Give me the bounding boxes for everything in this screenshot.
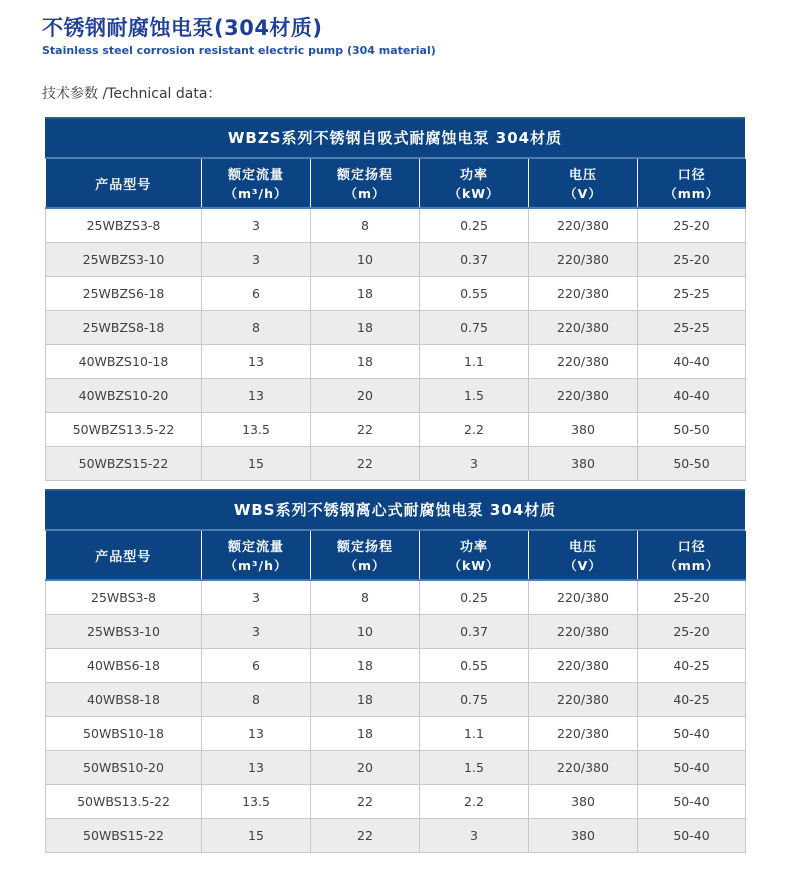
- column-header-row: [46, 159, 746, 208]
- cell-value: 40-25: [638, 649, 746, 683]
- table-row: [46, 447, 746, 481]
- table-row: [46, 615, 746, 649]
- cell-value: 0.75: [420, 311, 529, 345]
- cell-value: 0.25: [420, 580, 529, 615]
- cell-model-number: 25WBZS3-8: [46, 208, 202, 243]
- table-row: [46, 277, 746, 311]
- column-header: [202, 531, 311, 580]
- cell-value: 25-20: [638, 243, 746, 277]
- cell-model-number: 40WBZS10-18: [46, 345, 202, 379]
- column-header: [311, 159, 420, 208]
- cell-value: 13: [202, 717, 311, 751]
- cell-value: 0.55: [420, 649, 529, 683]
- column-header-unit: （m³/h）: [224, 186, 288, 201]
- tables-container: [45, 117, 745, 853]
- cell-value: 20: [311, 379, 420, 413]
- cell-value: 0.37: [420, 243, 529, 277]
- cell-model-number: 40WBS8-18: [46, 683, 202, 717]
- cell-model-number: 50WBZS13.5-22: [46, 413, 202, 447]
- table-row: [46, 819, 746, 853]
- cell-value: 18: [311, 649, 420, 683]
- cell-value: 8: [311, 580, 420, 615]
- cell-value: 25-25: [638, 311, 746, 345]
- cell-value: 2.2: [420, 413, 529, 447]
- table-row: [46, 717, 746, 751]
- column-header-label: 额定扬程: [336, 168, 393, 183]
- cell-value: 220/380: [529, 751, 638, 785]
- cell-value: 15: [202, 447, 311, 481]
- cell-value: 10: [311, 243, 420, 277]
- cell-value: 40-25: [638, 683, 746, 717]
- table-row: [46, 379, 746, 413]
- column-header: [420, 531, 529, 580]
- column-header: [46, 531, 202, 580]
- cell-value: 3: [202, 243, 311, 277]
- cell-value: 220/380: [529, 311, 638, 345]
- cell-value: 220/380: [529, 717, 638, 751]
- wbzs-table-title: WBZS系列不锈钢自吸式耐腐蚀电泵 304材质: [45, 117, 745, 159]
- column-header: [420, 159, 529, 208]
- column-header-label: 额定流量: [227, 540, 284, 555]
- cell-value: 1.1: [420, 717, 529, 751]
- cell-value: 380: [529, 819, 638, 853]
- wbs-table-title: WBS系列不锈钢离心式耐腐蚀电泵 304材质: [45, 489, 745, 531]
- column-header-unit: （mm）: [664, 558, 720, 573]
- table-row: [46, 413, 746, 447]
- column-header-unit: （kW）: [448, 186, 500, 201]
- cell-value: 3: [420, 447, 529, 481]
- cell-value: 13.5: [202, 413, 311, 447]
- cell-value: 3: [202, 580, 311, 615]
- cell-value: 6: [202, 277, 311, 311]
- cell-model-number: 50WBZS15-22: [46, 447, 202, 481]
- cell-value: 50-50: [638, 413, 746, 447]
- column-header: [638, 159, 746, 208]
- cell-value: 22: [311, 447, 420, 481]
- cell-model-number: 25WBZS3-10: [46, 243, 202, 277]
- cell-value: 13: [202, 345, 311, 379]
- cell-value: 50-50: [638, 447, 746, 481]
- cell-value: 13: [202, 379, 311, 413]
- cell-value: 220/380: [529, 208, 638, 243]
- technical-data-label: 技术参数 /Technical data：: [42, 86, 222, 102]
- table-row: [46, 243, 746, 277]
- table-row: [46, 649, 746, 683]
- cell-model-number: 50WBS10-18: [46, 717, 202, 751]
- cell-value: 25-20: [638, 615, 746, 649]
- column-header-unit: （m）: [344, 186, 386, 201]
- cell-value: 220/380: [529, 615, 638, 649]
- cell-value: 22: [311, 413, 420, 447]
- column-header-unit: （m）: [344, 558, 386, 573]
- column-header-label: 额定流量: [227, 168, 284, 183]
- cell-value: 6: [202, 649, 311, 683]
- column-header-unit: （V）: [564, 186, 602, 201]
- cell-value: 380: [529, 447, 638, 481]
- cell-value: 1.5: [420, 379, 529, 413]
- column-header-unit: （mm）: [664, 186, 720, 201]
- cell-value: 3: [420, 819, 529, 853]
- wbzs-spec-table: [45, 159, 746, 481]
- document-header: [42, 12, 790, 57]
- table-row: [46, 311, 746, 345]
- cell-value: 220/380: [529, 277, 638, 311]
- cell-value: 1.1: [420, 345, 529, 379]
- cell-value: 13.5: [202, 785, 311, 819]
- cell-value: 0.55: [420, 277, 529, 311]
- cell-value: 25-25: [638, 277, 746, 311]
- cell-value: 13: [202, 751, 311, 785]
- wbs-table-section: [45, 489, 745, 853]
- table-row: [46, 785, 746, 819]
- column-header: [46, 159, 202, 208]
- cell-value: 0.75: [420, 683, 529, 717]
- cell-value: 8: [311, 208, 420, 243]
- cell-model-number: 25WBS3-8: [46, 580, 202, 615]
- cell-value: 40-40: [638, 345, 746, 379]
- cell-value: 15: [202, 819, 311, 853]
- cell-value: 18: [311, 717, 420, 751]
- column-header-label: 功率: [459, 168, 488, 183]
- table-row: [46, 580, 746, 615]
- column-header: [529, 159, 638, 208]
- table-row: [46, 345, 746, 379]
- column-header-unit: （kW）: [448, 558, 500, 573]
- column-header-label: 口径: [677, 540, 706, 555]
- table-row: [46, 751, 746, 785]
- cell-value: 220/380: [529, 683, 638, 717]
- table-row: [46, 683, 746, 717]
- cell-value: 220/380: [529, 345, 638, 379]
- cell-value: 18: [311, 277, 420, 311]
- cell-value: 22: [311, 819, 420, 853]
- column-header-label: 功率: [459, 540, 488, 555]
- page-title: 不锈钢耐腐蚀电泵(304材质): [42, 16, 323, 40]
- cell-model-number: 50WBS13.5-22: [46, 785, 202, 819]
- cell-value: 0.37: [420, 615, 529, 649]
- cell-model-number: 50WBS10-20: [46, 751, 202, 785]
- cell-value: 50-40: [638, 751, 746, 785]
- cell-value: 3: [202, 615, 311, 649]
- cell-value: 40-40: [638, 379, 746, 413]
- cell-value: 20: [311, 751, 420, 785]
- column-header-unit: （m³/h）: [224, 558, 288, 573]
- cell-value: 8: [202, 683, 311, 717]
- wbzs-table-section: [45, 117, 745, 481]
- page-subtitle: Stainless steel corrosion resistant electric pump (304 material): [42, 44, 436, 57]
- column-header-label: 电压: [568, 540, 597, 555]
- column-header: [202, 159, 311, 208]
- cell-value: 220/380: [529, 379, 638, 413]
- cell-value: 50-40: [638, 819, 746, 853]
- column-header-label: 电压: [568, 168, 597, 183]
- column-header-label: 产品型号: [95, 549, 152, 565]
- wbs-spec-table: [45, 531, 746, 853]
- column-header: [638, 531, 746, 580]
- column-header-unit: （V）: [564, 558, 602, 573]
- cell-value: 18: [311, 345, 420, 379]
- cell-value: 0.25: [420, 208, 529, 243]
- column-header-label: 额定扬程: [336, 540, 393, 555]
- cell-value: 50-40: [638, 717, 746, 751]
- cell-value: 10: [311, 615, 420, 649]
- table-row: [46, 208, 746, 243]
- cell-value: 22: [311, 785, 420, 819]
- cell-value: 1.5: [420, 751, 529, 785]
- page: [0, 12, 790, 877]
- cell-model-number: 25WBS3-10: [46, 615, 202, 649]
- cell-value: 220/380: [529, 649, 638, 683]
- cell-value: 380: [529, 413, 638, 447]
- cell-model-number: 40WBS6-18: [46, 649, 202, 683]
- cell-value: 25-20: [638, 208, 746, 243]
- cell-value: 18: [311, 311, 420, 345]
- cell-value: 220/380: [529, 580, 638, 615]
- column-header-label: 产品型号: [95, 177, 152, 193]
- cell-model-number: 25WBZS8-18: [46, 311, 202, 345]
- cell-value: 3: [202, 208, 311, 243]
- column-header: [311, 531, 420, 580]
- cell-value: 50-40: [638, 785, 746, 819]
- cell-model-number: 50WBS15-22: [46, 819, 202, 853]
- column-header-row: [46, 531, 746, 580]
- cell-value: 18: [311, 683, 420, 717]
- column-header-label: 口径: [677, 168, 706, 183]
- cell-value: 380: [529, 785, 638, 819]
- cell-value: 8: [202, 311, 311, 345]
- cell-value: 220/380: [529, 243, 638, 277]
- column-header: [529, 531, 638, 580]
- cell-model-number: 40WBZS10-20: [46, 379, 202, 413]
- cell-model-number: 25WBZS6-18: [46, 277, 202, 311]
- cell-value: 2.2: [420, 785, 529, 819]
- cell-value: 25-20: [638, 580, 746, 615]
